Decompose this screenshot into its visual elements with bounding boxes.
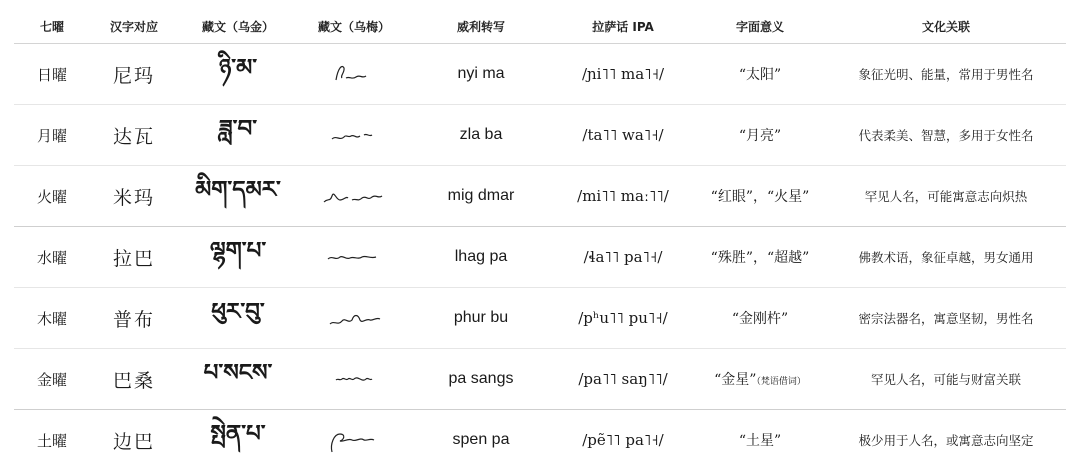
culture-cell: 密宗法器名，寓意坚韧，男性名: [858, 311, 1034, 326]
chinese-cell: 普布: [112, 308, 155, 331]
table-row: [14, 166, 1066, 227]
tibetan-cursive-pasang-icon: [318, 365, 390, 393]
chinese-cell: 巴桑: [112, 369, 155, 392]
table-row: [14, 227, 1066, 288]
wylie-cell: phur bu: [453, 309, 509, 326]
wylie-cell: spen pa: [452, 431, 510, 448]
ipa-cell: /ɬa˥˥ pa˥˧/: [583, 248, 663, 266]
meaning-text: “土星”: [738, 433, 782, 449]
tibetan-cursive-phurbu-icon: [318, 304, 390, 332]
header-tibetan-uchen: 藏文（乌金）: [201, 20, 274, 34]
ipa-cell: /pʰu˥˥ pu˥˧/: [578, 309, 668, 327]
umei-cell: [298, 304, 410, 332]
meaning-text: “金刚杵”: [731, 311, 789, 327]
tibetan-cursive-dawa-icon: [318, 121, 390, 149]
culture-cell: 代表柔美、智慧，多用于女性名: [858, 128, 1034, 143]
weekday-cell: 水曜: [36, 248, 67, 267]
weekday-names-table: [14, 10, 1066, 470]
uchen-cell: སྤེན་པ་: [210, 419, 266, 447]
chinese-cell: 拉巴: [112, 247, 155, 270]
uchen-cell: ཟླ་བ་: [218, 114, 258, 142]
header-chinese: 汉字对应: [109, 20, 158, 34]
meaning-cell: [694, 247, 826, 267]
weekday-cell: 日曜: [36, 65, 67, 84]
culture-cell: 佛教术语，象征卓越，男女通用: [858, 250, 1034, 265]
wylie-cell: zla ba: [459, 126, 503, 143]
tibetan-cursive-nyima-icon: [318, 60, 390, 88]
chinese-cell: 米玛: [112, 186, 155, 209]
umei-cell: [298, 426, 410, 454]
chinese-cell: 边巴: [112, 430, 155, 453]
ipa-cell: /ɲi˥˥ ma˥˧/: [581, 65, 665, 83]
umei-cell: [298, 182, 410, 210]
meaning-text: “红眼”，“火星”: [710, 189, 810, 205]
culture-cell: 极少用于人名，或寓意志向坚定: [858, 433, 1034, 448]
culture-cell: 象征光明、能量，常用于男性名: [858, 67, 1034, 82]
ipa-cell: /ta˥˥ wa˥˧/: [582, 126, 664, 144]
meaning-cell: [694, 308, 826, 328]
wylie-cell: nyi ma: [457, 65, 505, 82]
table-header: [14, 10, 1066, 44]
umei-cell: [298, 121, 410, 149]
table-row: [14, 105, 1066, 166]
uchen-cell: ཉི་མ་: [218, 53, 258, 81]
header-meaning: 字面意义: [735, 20, 784, 34]
meaning-cell: [694, 64, 826, 84]
uchen-cell: ཕུར་བུ་: [211, 297, 265, 325]
chinese-cell: 尼玛: [112, 64, 155, 87]
meaning-cell: [694, 369, 826, 389]
meaning-cell: [694, 125, 826, 145]
table-row: [14, 44, 1066, 105]
header-ipa: 拉萨话 IPA: [592, 20, 654, 34]
ipa-cell: /pa˥˥ saŋ˥˥/: [578, 370, 668, 388]
uchen-cell: མིག་དམར་: [195, 175, 281, 203]
header-weekday: 七曜: [39, 20, 64, 34]
culture-cell: 罕见人名，可能与财富关联: [870, 372, 1021, 387]
umei-cell: [298, 365, 410, 393]
wylie-cell: pa sangs: [448, 370, 514, 387]
uchen-cell: པ་སངས་: [203, 358, 273, 386]
weekday-cell: 火曜: [36, 187, 67, 206]
wylie-cell: lhag pa: [454, 248, 508, 265]
meaning-text: “殊胜”，“超越”: [710, 250, 810, 266]
table-row: [14, 349, 1066, 410]
header-tibetan-umei: 藏文（乌梅）: [317, 20, 390, 34]
chinese-cell: 达瓦: [112, 125, 155, 148]
ipa-cell: /mi˥˥ maː˥˥/: [577, 187, 669, 205]
weekday-cell: 金曜: [36, 370, 67, 389]
weekday-cell: 月曜: [36, 126, 67, 145]
wylie-cell: mig dmar: [447, 187, 515, 204]
header-wylie: 威利转写: [456, 20, 505, 34]
header-culture: 文化关联: [921, 20, 970, 34]
tibetan-cursive-migmar-icon: [318, 182, 390, 210]
weekday-cell: 木曜: [36, 309, 67, 328]
meaning-text: “太阳”: [738, 67, 782, 83]
meaning-text: “月亮”: [738, 128, 782, 144]
meaning-text: “金星”: [714, 372, 757, 388]
table-row: [14, 410, 1066, 470]
umei-cell: [298, 60, 410, 88]
tibetan-cursive-penpa-icon: [318, 426, 390, 454]
culture-cell: 罕见人名，可能寓意志向炽热: [864, 189, 1028, 204]
table-row: [14, 288, 1066, 349]
ipa-cell: /pẽ˥˥ pa˥˧/: [582, 431, 664, 449]
tibetan-cursive-lhagpa-icon: [318, 243, 390, 271]
meaning-cell: [694, 186, 826, 206]
umei-cell: [298, 243, 410, 271]
meaning-note: （梵语借词）: [756, 377, 806, 387]
uchen-cell: ལྷག་པ་: [209, 236, 267, 264]
meaning-cell: [694, 430, 826, 450]
weekday-cell: 土曜: [36, 431, 67, 450]
